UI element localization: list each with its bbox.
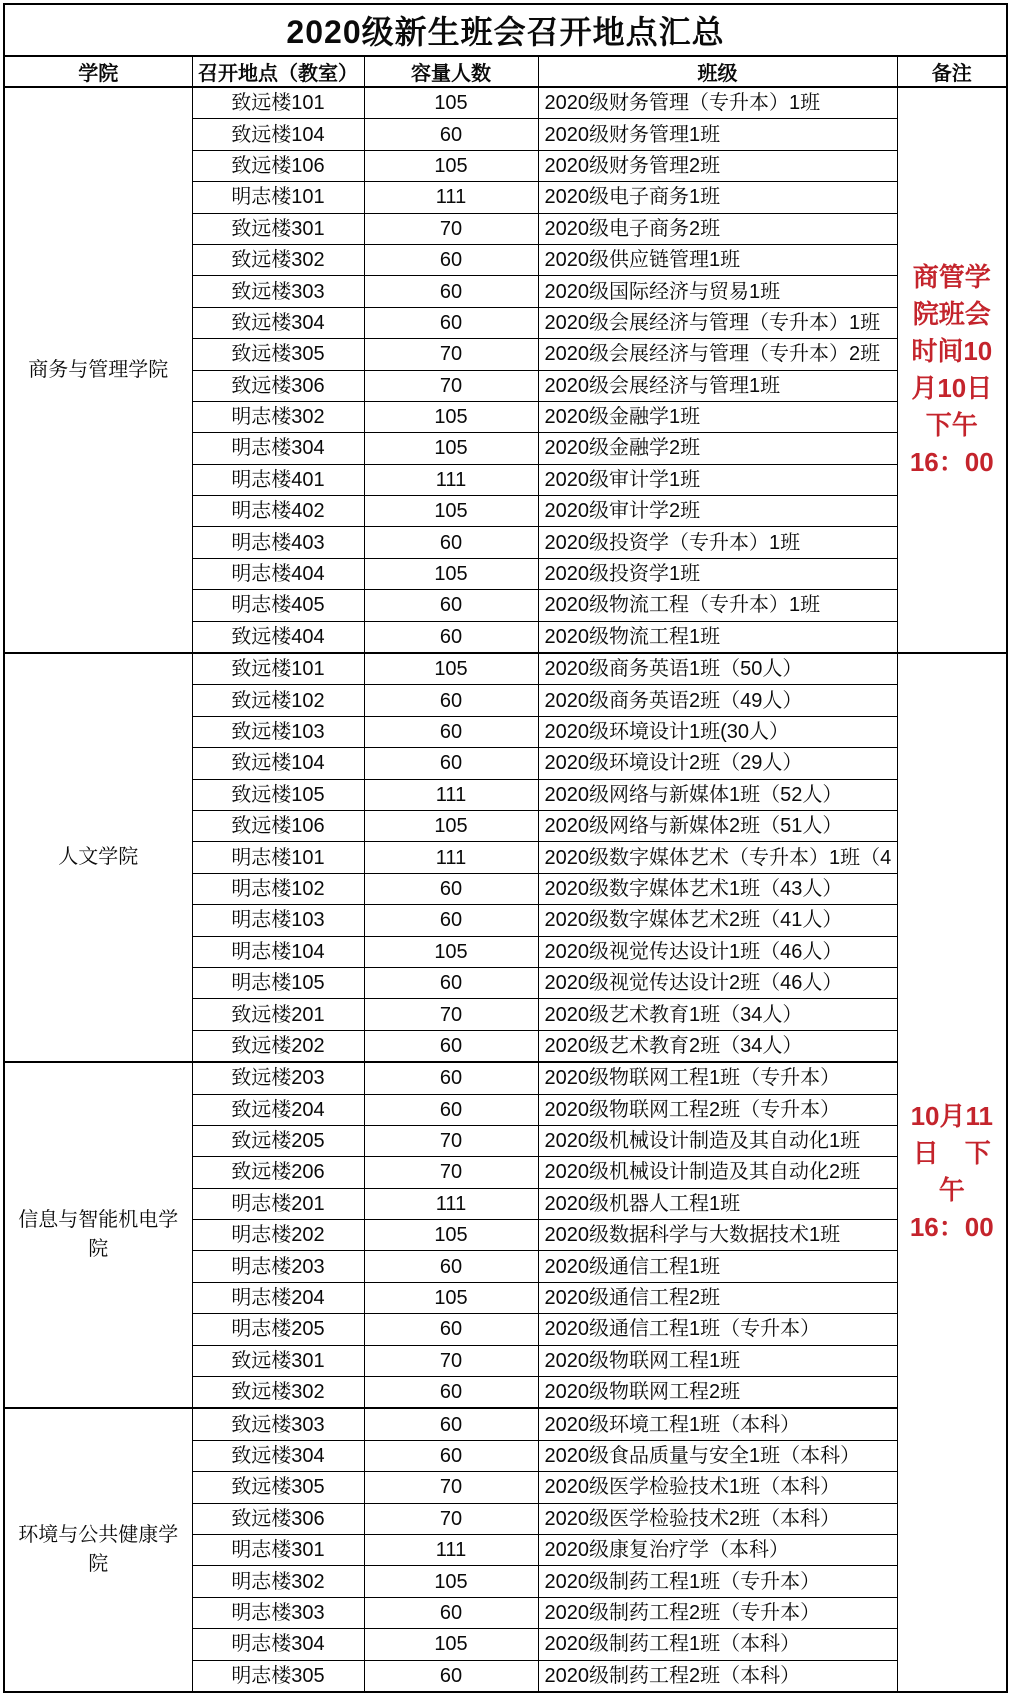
capacity-cell: 60 bbox=[364, 307, 538, 338]
capacity-cell: 60 bbox=[364, 1062, 538, 1094]
class-cell: 2020级视觉传达设计2班（46人） bbox=[538, 967, 897, 998]
remark-line: 院班会 bbox=[912, 299, 991, 330]
col-header-remark: 备注 bbox=[897, 56, 1007, 87]
capacity-cell: 70 bbox=[364, 1503, 538, 1534]
remark-cell bbox=[897, 87, 1007, 653]
room-cell: 致远楼301 bbox=[192, 1345, 364, 1376]
class-cell: 2020级机械设计制造及其自动化2班 bbox=[538, 1157, 897, 1188]
capacity-cell: 60 bbox=[364, 1660, 538, 1692]
class-cell: 2020级机械设计制造及其自动化1班 bbox=[538, 1125, 897, 1156]
table-row bbox=[4, 1062, 1007, 1094]
capacity-cell: 70 bbox=[364, 1345, 538, 1376]
class-cell: 2020级数字媒体艺术2班（41人） bbox=[538, 905, 897, 936]
room-cell: 致远楼101 bbox=[192, 87, 364, 119]
room-cell: 致远楼302 bbox=[192, 1377, 364, 1409]
class-cell: 2020级艺术教育1班（34人） bbox=[538, 999, 897, 1030]
capacity-cell: 60 bbox=[364, 1030, 538, 1062]
capacity-cell: 105 bbox=[364, 87, 538, 119]
capacity-cell: 105 bbox=[364, 1629, 538, 1660]
table-row bbox=[4, 653, 1007, 685]
room-cell: 致远楼206 bbox=[192, 1157, 364, 1188]
class-cell: 2020级财务管理2班 bbox=[538, 150, 897, 181]
room-cell: 致远楼305 bbox=[192, 1472, 364, 1503]
capacity-cell: 60 bbox=[364, 748, 538, 779]
college-cell: 人文学院 bbox=[4, 653, 192, 1062]
class-cell: 2020级环境设计2班（29人） bbox=[538, 748, 897, 779]
room-cell: 致远楼203 bbox=[192, 1062, 364, 1094]
title-row bbox=[4, 4, 1007, 56]
capacity-cell: 105 bbox=[364, 558, 538, 589]
capacity-cell: 60 bbox=[364, 527, 538, 558]
capacity-cell: 60 bbox=[364, 244, 538, 275]
capacity-cell: 70 bbox=[364, 213, 538, 244]
remark-line: 10月11 bbox=[910, 1101, 993, 1132]
class-cell: 2020级物流工程（专升本）1班 bbox=[538, 590, 897, 621]
class-cell: 2020级制药工程2班（本科） bbox=[538, 1660, 897, 1692]
room-cell: 致远楼105 bbox=[192, 779, 364, 810]
room-cell: 致远楼303 bbox=[192, 276, 364, 307]
room-cell: 明志楼204 bbox=[192, 1282, 364, 1313]
capacity-cell: 70 bbox=[364, 999, 538, 1030]
class-cell: 2020级财务管理（专升本）1班 bbox=[538, 87, 897, 119]
capacity-cell: 111 bbox=[364, 779, 538, 810]
capacity-cell: 60 bbox=[364, 1314, 538, 1345]
class-cell: 2020级艺术教育2班（34人） bbox=[538, 1030, 897, 1062]
capacity-cell: 60 bbox=[364, 905, 538, 936]
room-cell: 明志楼202 bbox=[192, 1220, 364, 1251]
class-cell: 2020级物联网工程2班 bbox=[538, 1377, 897, 1409]
room-cell: 明志楼103 bbox=[192, 905, 364, 936]
capacity-cell: 105 bbox=[364, 1220, 538, 1251]
class-cell: 2020级通信工程1班 bbox=[538, 1251, 897, 1282]
class-cell: 2020级投资学1班 bbox=[538, 558, 897, 589]
college-cell: 环境与公共健康学院 bbox=[4, 1408, 192, 1692]
remark-line: 16：00 bbox=[909, 1212, 994, 1243]
class-cell: 2020级食品质量与安全1班（本科） bbox=[538, 1440, 897, 1471]
class-cell: 2020级电子商务2班 bbox=[538, 213, 897, 244]
capacity-cell: 105 bbox=[364, 653, 538, 685]
remark-line: 下午 bbox=[925, 410, 978, 441]
capacity-cell: 105 bbox=[364, 150, 538, 181]
remark-line: 月10日 bbox=[911, 373, 993, 404]
capacity-cell: 60 bbox=[364, 1408, 538, 1440]
capacity-cell: 105 bbox=[364, 1282, 538, 1313]
class-cell: 2020级供应链管理1班 bbox=[538, 244, 897, 275]
col-header-college: 学院 bbox=[4, 56, 192, 87]
class-cell: 2020级医学检验技术1班（本科） bbox=[538, 1472, 897, 1503]
capacity-cell: 111 bbox=[364, 1534, 538, 1565]
class-cell: 2020级审计学1班 bbox=[538, 464, 897, 495]
table-body bbox=[4, 87, 1007, 1692]
room-cell: 致远楼202 bbox=[192, 1030, 364, 1062]
capacity-cell: 70 bbox=[364, 1157, 538, 1188]
class-cell: 2020级数据科学与大数据技术1班 bbox=[538, 1220, 897, 1251]
capacity-cell: 70 bbox=[364, 339, 538, 370]
capacity-cell: 60 bbox=[364, 1440, 538, 1471]
room-cell: 明志楼205 bbox=[192, 1314, 364, 1345]
room-cell: 明志楼302 bbox=[192, 1566, 364, 1597]
remark-line: 时间10 bbox=[911, 336, 993, 367]
class-cell: 2020级环境工程1班（本科） bbox=[538, 1408, 897, 1440]
class-cell: 2020级物联网工程2班（专升本） bbox=[538, 1094, 897, 1125]
class-cell: 2020级金融学1班 bbox=[538, 401, 897, 432]
capacity-cell: 60 bbox=[364, 967, 538, 998]
col-header-class: 班级 bbox=[538, 56, 897, 87]
class-cell: 2020级金融学2班 bbox=[538, 433, 897, 464]
room-cell: 致远楼302 bbox=[192, 244, 364, 275]
room-cell: 明志楼403 bbox=[192, 527, 364, 558]
capacity-cell: 60 bbox=[364, 1377, 538, 1409]
remark-line: 16：00 bbox=[909, 447, 994, 478]
table-row bbox=[4, 87, 1007, 119]
room-cell: 致远楼106 bbox=[192, 810, 364, 841]
room-cell: 明志楼405 bbox=[192, 590, 364, 621]
capacity-cell: 111 bbox=[364, 1188, 538, 1219]
room-cell: 明志楼302 bbox=[192, 401, 364, 432]
room-cell: 明志楼303 bbox=[192, 1597, 364, 1628]
class-cell: 2020级国际经济与贸易1班 bbox=[538, 276, 897, 307]
room-cell: 明志楼203 bbox=[192, 1251, 364, 1282]
class-cell: 2020级物流工程1班 bbox=[538, 621, 897, 653]
room-cell: 致远楼106 bbox=[192, 150, 364, 181]
capacity-cell: 105 bbox=[364, 433, 538, 464]
room-cell: 明志楼101 bbox=[192, 182, 364, 213]
table-row bbox=[4, 1408, 1007, 1440]
capacity-cell: 105 bbox=[364, 810, 538, 841]
room-cell: 致远楼104 bbox=[192, 119, 364, 150]
capacity-cell: 111 bbox=[364, 464, 538, 495]
college-cell: 商务与管理学院 bbox=[4, 87, 192, 653]
college-cell: 信息与智能机电学院 bbox=[4, 1062, 192, 1408]
capacity-cell: 60 bbox=[364, 685, 538, 716]
class-cell: 2020级网络与新媒体1班（52人） bbox=[538, 779, 897, 810]
capacity-cell: 111 bbox=[364, 842, 538, 873]
col-header-capacity: 容量人数 bbox=[364, 56, 538, 87]
class-cell: 2020级视觉传达设计1班（46人） bbox=[538, 936, 897, 967]
capacity-cell: 70 bbox=[364, 1472, 538, 1503]
room-cell: 致远楼304 bbox=[192, 307, 364, 338]
class-cell: 2020级物联网工程1班（专升本） bbox=[538, 1062, 897, 1094]
class-cell: 2020级会展经济与管理（专升本）1班 bbox=[538, 307, 897, 338]
room-cell: 明志楼305 bbox=[192, 1660, 364, 1692]
room-cell: 明志楼104 bbox=[192, 936, 364, 967]
class-cell: 2020级制药工程2班（专升本） bbox=[538, 1597, 897, 1628]
room-cell: 致远楼201 bbox=[192, 999, 364, 1030]
capacity-cell: 105 bbox=[364, 496, 538, 527]
capacity-cell: 60 bbox=[364, 1251, 538, 1282]
room-cell: 致远楼102 bbox=[192, 685, 364, 716]
class-cell: 2020级电子商务1班 bbox=[538, 182, 897, 213]
capacity-cell: 60 bbox=[364, 621, 538, 653]
class-cell: 2020级商务英语1班（50人） bbox=[538, 653, 897, 685]
room-cell: 明志楼401 bbox=[192, 464, 364, 495]
room-cell: 致远楼305 bbox=[192, 339, 364, 370]
room-cell: 致远楼204 bbox=[192, 1094, 364, 1125]
room-cell: 致远楼104 bbox=[192, 748, 364, 779]
room-cell: 明志楼301 bbox=[192, 1534, 364, 1565]
class-cell: 2020级通信工程2班 bbox=[538, 1282, 897, 1313]
class-cell: 2020级物联网工程1班 bbox=[538, 1345, 897, 1376]
capacity-cell: 60 bbox=[364, 590, 538, 621]
room-cell: 明志楼101 bbox=[192, 842, 364, 873]
capacity-cell: 105 bbox=[364, 936, 538, 967]
room-cell: 致远楼306 bbox=[192, 1503, 364, 1534]
remark-cell bbox=[897, 653, 1007, 1692]
room-cell: 明志楼102 bbox=[192, 873, 364, 904]
class-cell: 2020级制药工程1班（专升本） bbox=[538, 1566, 897, 1597]
room-cell: 致远楼404 bbox=[192, 621, 364, 653]
capacity-cell: 60 bbox=[364, 1597, 538, 1628]
col-header-location: 召开地点（教室） bbox=[192, 56, 364, 87]
class-cell: 2020级机器人工程1班 bbox=[538, 1188, 897, 1219]
page-title: 2020级新生班会召开地点汇总 bbox=[4, 4, 1007, 56]
class-cell: 2020级会展经济与管理（专升本）2班 bbox=[538, 339, 897, 370]
capacity-cell: 70 bbox=[364, 370, 538, 401]
room-cell: 致远楼304 bbox=[192, 1440, 364, 1471]
class-cell: 2020级环境设计1班(30人） bbox=[538, 716, 897, 747]
room-cell: 明志楼201 bbox=[192, 1188, 364, 1219]
class-cell: 2020级数字媒体艺术1班（43人） bbox=[538, 873, 897, 904]
capacity-cell: 70 bbox=[364, 1125, 538, 1156]
column-header-row bbox=[4, 56, 1007, 87]
class-cell: 2020级会展经济与管理1班 bbox=[538, 370, 897, 401]
room-cell: 明志楼304 bbox=[192, 433, 364, 464]
remark-line: 午 bbox=[938, 1175, 965, 1206]
class-cell: 2020级财务管理1班 bbox=[538, 119, 897, 150]
class-cell: 2020级商务英语2班（49人） bbox=[538, 685, 897, 716]
room-cell: 致远楼301 bbox=[192, 213, 364, 244]
class-cell: 2020级数字媒体艺术（专升本）1班（4 bbox=[538, 842, 897, 873]
class-cell: 2020级医学检验技术2班（本科） bbox=[538, 1503, 897, 1534]
room-cell: 明志楼105 bbox=[192, 967, 364, 998]
class-cell: 2020级网络与新媒体2班（51人） bbox=[538, 810, 897, 841]
class-cell: 2020级投资学（专升本）1班 bbox=[538, 527, 897, 558]
capacity-cell: 60 bbox=[364, 276, 538, 307]
capacity-cell: 111 bbox=[364, 182, 538, 213]
room-cell: 明志楼304 bbox=[192, 1629, 364, 1660]
room-cell: 致远楼103 bbox=[192, 716, 364, 747]
room-cell: 致远楼306 bbox=[192, 370, 364, 401]
capacity-cell: 60 bbox=[364, 873, 538, 904]
class-cell: 2020级审计学2班 bbox=[538, 496, 897, 527]
room-cell: 致远楼205 bbox=[192, 1125, 364, 1156]
room-cell: 明志楼404 bbox=[192, 558, 364, 589]
class-cell: 2020级通信工程1班（专升本） bbox=[538, 1314, 897, 1345]
remark-line: 日 下 bbox=[912, 1138, 991, 1169]
room-cell: 致远楼101 bbox=[192, 653, 364, 685]
capacity-cell: 60 bbox=[364, 119, 538, 150]
class-cell: 2020级制药工程1班（本科） bbox=[538, 1629, 897, 1660]
room-cell: 致远楼303 bbox=[192, 1408, 364, 1440]
capacity-cell: 60 bbox=[364, 1094, 538, 1125]
capacity-cell: 60 bbox=[364, 716, 538, 747]
class-meeting-location-table bbox=[3, 3, 1008, 1693]
capacity-cell: 105 bbox=[364, 1566, 538, 1597]
capacity-cell: 105 bbox=[364, 401, 538, 432]
room-cell: 明志楼402 bbox=[192, 496, 364, 527]
class-cell: 2020级康复治疗学（本科） bbox=[538, 1534, 897, 1565]
remark-line: 商管学 bbox=[912, 262, 991, 293]
